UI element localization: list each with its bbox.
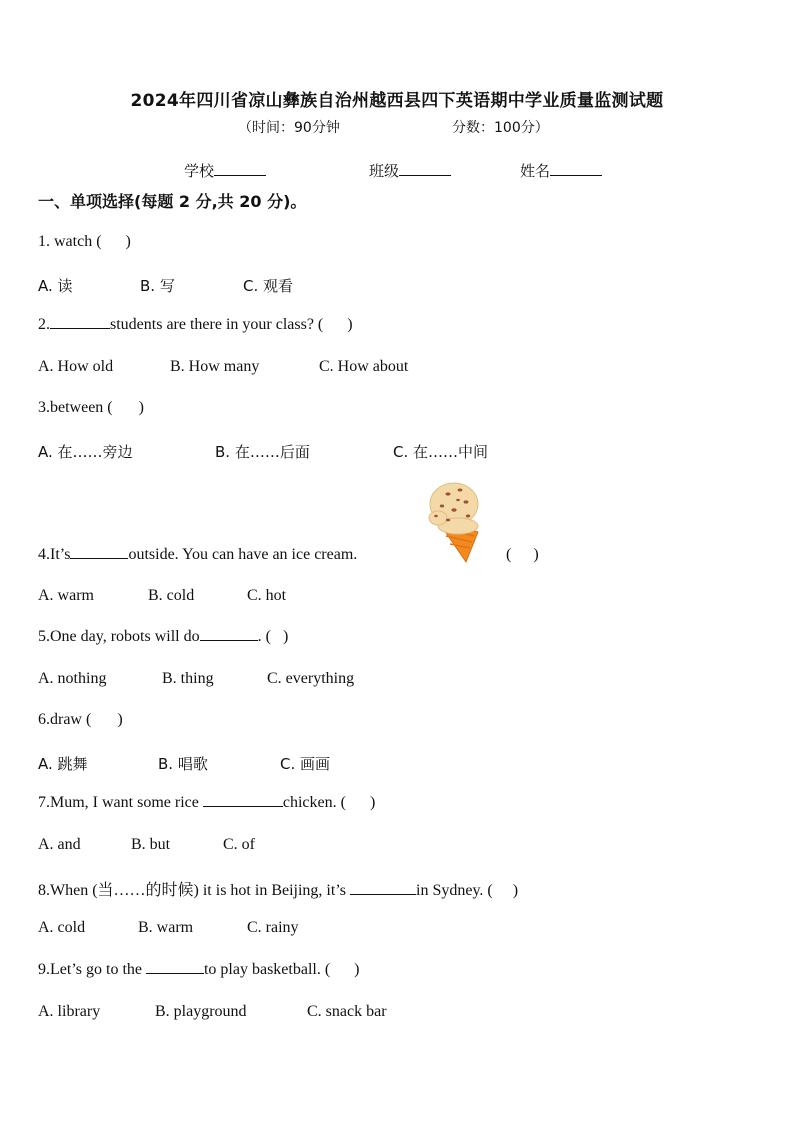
page-title: 2024年四川省凉山彝族自治州越西县四下英语期中学业质量监测试题 (130, 91, 664, 111)
answer-blank[interactable] (350, 882, 416, 895)
option-1c[interactable]: C. 观看 (243, 277, 294, 295)
option-8b[interactable]: B. warm (138, 919, 194, 936)
question-2: 2. students are there in your class? ( ) (38, 316, 353, 333)
option-2a[interactable]: A. How old (38, 358, 114, 375)
option-5c[interactable]: C. everything (267, 670, 355, 687)
option-8c[interactable]: C. rainy (247, 919, 299, 936)
answer-blank[interactable] (50, 316, 110, 329)
option-7c[interactable]: C. of (223, 836, 255, 853)
option-6c[interactable]: C. 画画 (280, 755, 331, 773)
name-label: 姓名 (520, 162, 551, 180)
question-1: 1. watch ( ) (38, 233, 131, 250)
option-3b[interactable]: B. 在……后面 (215, 443, 310, 461)
option-5b[interactable]: B. thing (162, 670, 214, 687)
class-field (369, 160, 451, 181)
option-4b[interactable]: B. cold (148, 587, 195, 604)
option-4a[interactable]: A. warm (38, 587, 94, 604)
name-blank[interactable] (550, 161, 602, 176)
option-5a[interactable]: A. nothing (38, 670, 107, 687)
school-label: 学校 (184, 162, 215, 180)
ice-cream-icon (418, 476, 482, 566)
option-9b[interactable]: B. playground (155, 1003, 247, 1020)
class-blank[interactable] (399, 161, 451, 176)
question-8: 8.When (当……的时候) it is hot in Beijing, it’s in Sydney. ( ) (38, 882, 519, 899)
name-field (520, 160, 602, 181)
answer-blank[interactable] (70, 546, 128, 559)
option-9a[interactable]: A. library (38, 1003, 101, 1020)
question-9: 9.Let’s go to the to play basketball. ( ) (38, 961, 360, 978)
option-3a[interactable]: A. 在……旁边 (38, 443, 133, 461)
answer-blank[interactable] (200, 628, 258, 641)
section-title: 一、单项选择(每题 2 分,共 20 分)。 (38, 192, 307, 211)
exam-time: （时间：90分钟 (238, 120, 340, 136)
option-7a[interactable]: A. and (38, 836, 81, 853)
question-5: 5.One day, robots will do . ( ) (38, 628, 289, 645)
option-9c[interactable]: C. snack bar (307, 1003, 387, 1020)
question-4-bracket: ( ) (506, 546, 539, 563)
exam-score: 分数：100分） (452, 120, 549, 136)
answer-blank[interactable] (203, 794, 283, 807)
class-label: 班级 (369, 162, 400, 180)
option-1a[interactable]: A. 读 (38, 277, 73, 295)
question-3: 3.between ( ) (38, 399, 144, 416)
school-blank[interactable] (214, 161, 266, 176)
question-6: 6.draw ( ) (38, 711, 123, 728)
question-7: 7.Mum, I want some rice chicken. ( ) (38, 794, 376, 811)
option-4c[interactable]: C. hot (247, 587, 287, 604)
answer-blank[interactable] (146, 961, 204, 974)
option-1b[interactable]: B. 写 (140, 277, 175, 295)
option-6a[interactable]: A. 跳舞 (38, 755, 88, 773)
option-3c[interactable]: C. 在……中间 (393, 443, 489, 461)
option-6b[interactable]: B. 唱歌 (158, 755, 208, 773)
school-field (184, 160, 266, 181)
option-2b[interactable]: B. How many (170, 358, 260, 375)
option-8a[interactable]: A. cold (38, 919, 86, 936)
option-2c[interactable]: C. How about (319, 358, 409, 375)
question-4: 4.It’s outside. You can have an ice cream. (38, 546, 358, 563)
option-7b[interactable]: B. but (131, 836, 171, 853)
